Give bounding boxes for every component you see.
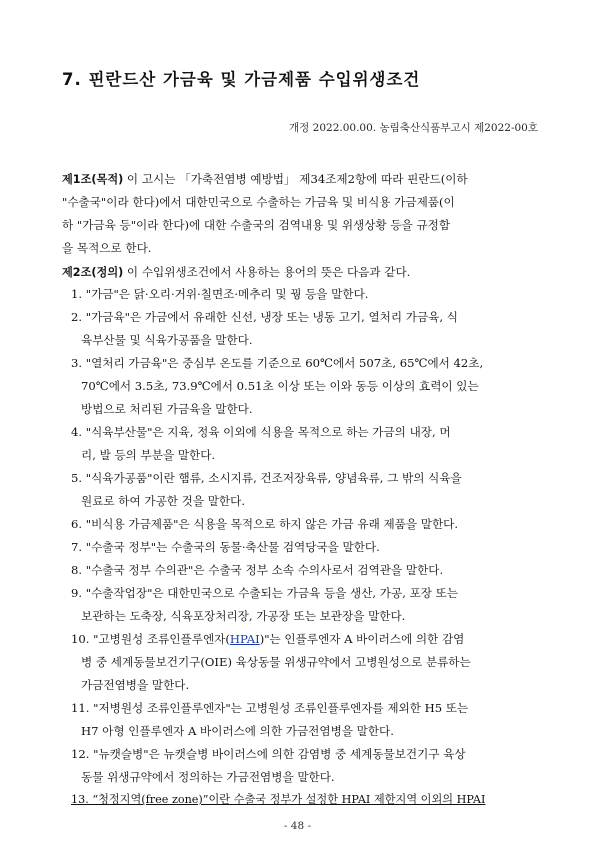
definition-item: 13. “청정지역(free zone)”이란 수출국 정부가 설정한 HPAI 제한지역 이외의 HPAI (71, 793, 486, 806)
article1-label: 제1조(목적) (62, 173, 124, 186)
revision-note: 개정 2022.00.00. 농림축산식품부고시 제2022-00호 (289, 122, 538, 134)
article2-line (62, 265, 540, 280)
definition-item-cont: 70℃에서 3.5초, 73.9℃에서 0.51초 이상 또는 이와 동등 이상의 효력이 있는 (81, 379, 479, 393)
definition-item-cont: 가금전염병을 말한다. (81, 678, 190, 692)
article1-line (62, 172, 540, 187)
definition-item-cont: 보관하는 도축장, 식육포장처리장, 가공장 또는 보관장을 말한다. (81, 609, 406, 623)
definition-item: 11. "저병원성 조류인플루엔자"는 고병원성 조류인플루엔자를 제외한 H5 또는 (71, 701, 469, 715)
definition-item-cont: H7 아형 인플루엔자 A 바이러스에 의한 가금전염병을 말한다. (81, 724, 394, 738)
definition-item: 8. "수출국 정부 수의관"은 수출국 정부 소속 수의사로서 검역관을 말한다. (71, 563, 444, 577)
definition-item-cont: 육부산물 및 식육가공품을 말한다. (81, 333, 253, 347)
page-title: 7. 핀란드산 가금육 및 가금제품 수입위생조건 (62, 70, 421, 89)
article1-text: 이 고시는 「가축전염병 예방법」 제34조제2항에 따라 핀란드(이하 (123, 172, 468, 186)
definition-item-cont: 원료로 하여 가공한 것을 말한다. (81, 494, 246, 508)
article2-label: 제2조(정의) (62, 266, 124, 279)
definition-item: 1. "가금"은 닭·오리·거위·칠면조·메추리 및 꿩 등을 말한다. (71, 287, 369, 301)
definition-item-cont: 방법으로 처리된 가금육을 말한다. (81, 402, 253, 416)
definition-item: 2. "가금육"은 가금에서 유래한 신선, 냉장 또는 냉동 고기, 열처리 가금육, 식 (71, 310, 458, 324)
page-number: - 48 - (283, 820, 312, 832)
article1-line: 하 "가금육 등"이라 한다)에 대한 수출국의 검역내용 및 위생상황 등을 규정함 (62, 218, 451, 232)
definition-item: 3. "열처리 가금육"은 중심부 온도를 기준으로 60℃에서 507초, 65℃에서 42초, (71, 356, 484, 370)
article1-line: 을 목적으로 한다. (62, 241, 152, 255)
article1-line: "수출국"이라 한다)에서 대한민국으로 수출하는 가금육 및 비식용 가금제품(이 (62, 195, 455, 209)
definition-item: 4. "식육부산물"은 지육, 정육 이외에 식용을 목적으로 하는 가금의 내장, 머 (71, 425, 451, 439)
definition-item: 5. "식육가공품"이란 햄류, 소시지류, 건조저장육류, 양념육류, 그 밖의 식육을 (71, 471, 462, 485)
definition-item-cont: 리, 발 등의 부분을 말한다. (81, 448, 216, 462)
definition-item (71, 632, 537, 646)
definition-item: 9. "수출작업장"은 대한민국으로 수출되는 가금육 등을 생산, 가공, 포장 또는 (71, 586, 459, 600)
definition-item-cont: 동물 위생규약에서 정의하는 가금전염병을 말한다. (81, 770, 335, 784)
hpai-link[interactable]: HPAI (229, 632, 260, 646)
item10-text-a: 10. "고병원성 조류인플루엔자( (71, 632, 230, 646)
item10-text-b: )"는 인플루엔자 A 바이러스에 의한 감염 (259, 632, 465, 646)
definition-item-cont: 병 중 세계동물보건기구(OIE) 육상동물 위생규약에서 고병원성으로 분류하는 (81, 655, 471, 669)
definition-item: 6. "비식용 가금제품"은 식용을 목적으로 하지 않은 가금 유래 제품을 말한다. (71, 517, 459, 531)
definition-item: 7. "수출국 정부"는 수출국의 동물·축산물 검역당국을 말한다. (71, 540, 380, 554)
definition-item: 12. "뉴캣슬병"은 뉴캣슬병 바이러스에 의한 감염병 중 세계동물보건기구 육상 (71, 747, 466, 761)
article2-intro: 이 수입위생조건에서 사용하는 용어의 뜻은 다음과 같다. (123, 265, 411, 279)
